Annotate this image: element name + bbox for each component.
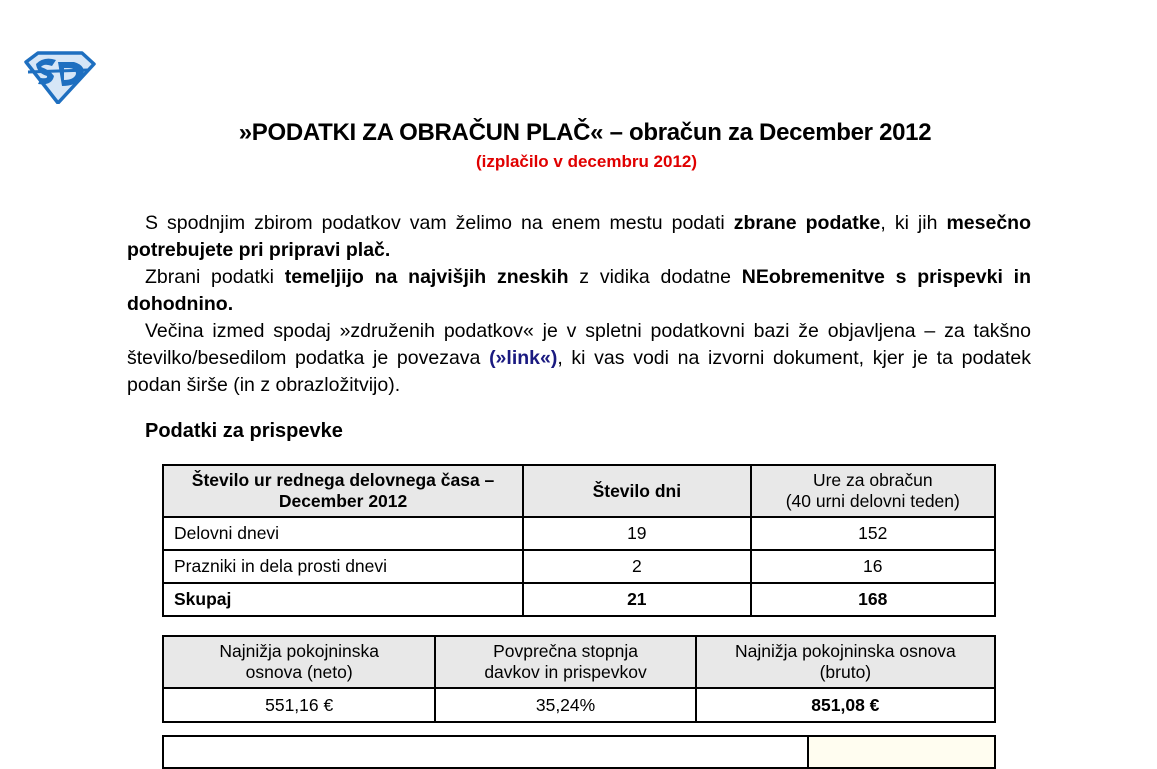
column-header: Povprečna stopnja davkov in prispevkov bbox=[435, 636, 695, 688]
days-cell: 2 bbox=[523, 550, 750, 583]
table-row-total bbox=[163, 583, 995, 616]
hours-table bbox=[162, 464, 996, 617]
text: Zbrani podatki bbox=[145, 266, 285, 288]
text: , ki jih bbox=[880, 212, 947, 234]
intro-paragraph-2 bbox=[127, 264, 1031, 318]
table-cell bbox=[808, 736, 995, 768]
text: , ki vas vodi na izvorni dokument, kjer je ta podatek podan širše (in z obrazložitvijo). bbox=[127, 347, 1032, 396]
intro-paragraph-1 bbox=[127, 210, 1031, 264]
table-row bbox=[163, 517, 995, 550]
table-row bbox=[163, 688, 995, 722]
text: S spodnjim zbirom podatkov vam želimo na enem mestu podati bbox=[145, 212, 734, 234]
hours-cell: 168 bbox=[751, 583, 995, 616]
text: z vidika dodatne bbox=[568, 266, 742, 288]
text-bold: zbrane podatke bbox=[733, 212, 881, 234]
next-table bbox=[162, 735, 996, 769]
section-title: Podatki za prispevke bbox=[145, 420, 343, 442]
column-header: Število ur rednega delovnega časa – December 2012 bbox=[163, 465, 523, 517]
intro-paragraph-3 bbox=[127, 318, 1031, 399]
column-header: Število dni bbox=[523, 465, 750, 517]
pension-table bbox=[162, 635, 996, 723]
table-cell bbox=[163, 736, 808, 768]
logo-icon bbox=[22, 50, 96, 104]
link[interactable]: (»link«) bbox=[489, 347, 558, 369]
neto-value: 551,16 € bbox=[163, 688, 435, 722]
hours-cell: 152 bbox=[751, 517, 995, 550]
text-bold: temeljijo na najvišjih zneskih bbox=[284, 266, 569, 288]
column-header: Najnižja pokojninska osnova (bruto) bbox=[696, 636, 995, 688]
text-bold: NEobremenitve s prispevki in dohodnino. bbox=[127, 266, 1031, 315]
table-row bbox=[163, 736, 995, 768]
text: Večina izmed spodaj »združenih podatkov« je v spletni podatkovni bazi že objavljena – za takšno številko/besedilom podatka je povezava bbox=[127, 320, 1031, 369]
table-header-row bbox=[163, 465, 995, 517]
row-label: Skupaj bbox=[163, 583, 523, 616]
column-header: Ure za obračun (40 urni delovni teden) bbox=[751, 465, 995, 517]
text-bold: mesečno potrebujete pri pripravi plač. bbox=[127, 212, 1031, 261]
table-header-row bbox=[163, 636, 995, 688]
days-cell: 19 bbox=[523, 517, 750, 550]
days-cell: 21 bbox=[523, 583, 750, 616]
rate-value: 35,24% bbox=[435, 688, 695, 722]
page-subtitle: (izplačilo v decembru 2012) bbox=[475, 152, 698, 171]
page-title: »PODATKI ZA OBRAČUN PLAČ« – obračun za December 2012 bbox=[238, 119, 932, 146]
row-label: Prazniki in dela prosti dnevi bbox=[163, 550, 523, 583]
row-label: Delovni dnevi bbox=[163, 517, 523, 550]
table-row bbox=[163, 550, 995, 583]
bruto-value: 851,08 € bbox=[696, 688, 995, 722]
hours-cell: 16 bbox=[751, 550, 995, 583]
column-header: Najnižja pokojninska osnova (neto) bbox=[163, 636, 435, 688]
